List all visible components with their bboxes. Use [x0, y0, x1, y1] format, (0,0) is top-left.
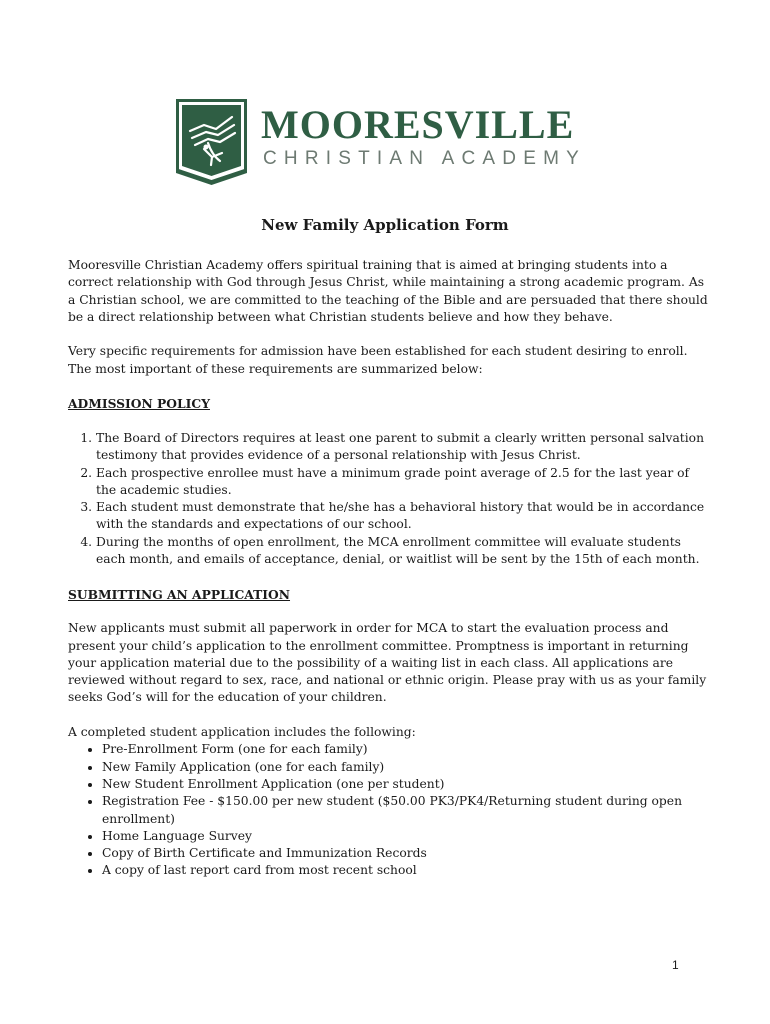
application-checklist	[68, 741, 708, 879]
admission-policy-heading: ADMISSION POLICY	[68, 396, 210, 412]
submitting-paragraph: New applicants must submit all paperwork in order for MCA to start the evaluation process and present your child’s application to the enrollment committee. Promptness is important in returning your application material due to the possibility of a waiting list in each class. All applications are reviewed without regard to sex, race, and national or ethnic origin. Please pray with us as your family seeks God’s will for the education of your children.	[68, 621, 707, 705]
checklist-item: • Registration Fee - $150.00 per new student ($50.00 PK3/PK4/Returning student during open enrollment)	[102, 793, 708, 828]
admission-policy-list	[68, 430, 708, 568]
policy-item: 1. The Board of Directors requires at least one parent to submit a clearly written personal salvation testimony that provides evidence of a personal relationship with Jesus Christ.	[96, 430, 708, 465]
school-logo	[176, 99, 606, 185]
policy-item: 3. Each student must demonstrate that he/she has a behavioral history that would be in accordance with the standards and expectations of our school.	[96, 499, 708, 534]
logo-subtitle: CHRISTIAN ACADEMY	[263, 148, 586, 169]
checklist-item: • Pre-Enrollment Form (one for each family)	[102, 741, 708, 758]
intro-paragraph: Mooresville Christian Academy offers spiritual training that is aimed at bringing students into a correct relationship with God through Jesus Christ, while maintaining a strong academic program. As a Christian school, we are committed to the teaching of the Bible and are persuaded that there should be a direct relationship between what Christian students believe and how they behave.	[68, 258, 708, 324]
page-number: 1	[672, 958, 679, 972]
requirements-intro: Very specific requirements for admission have been established for each student desiring to enroll. The most important of these requirements are summarized below:	[68, 344, 688, 376]
policy-item: 4. During the months of open enrollment, the MCA enrollment committee will evaluate students each month, and emails of acceptance, denial, or waitlist will be sent by the 15th of each month.	[96, 534, 708, 569]
submitting-heading: SUBMITTING AN APPLICATION	[68, 586, 291, 602]
page-title: New Family Application Form	[261, 216, 509, 234]
checklist-item: • A copy of last report card from most recent school	[102, 862, 708, 879]
policy-item: 2. Each prospective enrollee must have a minimum grade point average of 2.5 for the last year of the academic studies.	[96, 465, 708, 500]
checklist-intro: A completed student application includes the following:	[68, 725, 416, 740]
checklist-item: • Home Language Survey	[102, 828, 708, 845]
eagle-shield-icon	[176, 99, 247, 185]
logo-name: MOORESVILLE	[261, 102, 575, 147]
checklist-item: • New Family Application (one for each family)	[102, 759, 708, 776]
checklist-item: • Copy of Birth Certificate and Immunization Records	[102, 845, 708, 862]
form-body	[68, 257, 708, 880]
checklist-item: • New Student Enrollment Application (one per student)	[102, 776, 708, 793]
